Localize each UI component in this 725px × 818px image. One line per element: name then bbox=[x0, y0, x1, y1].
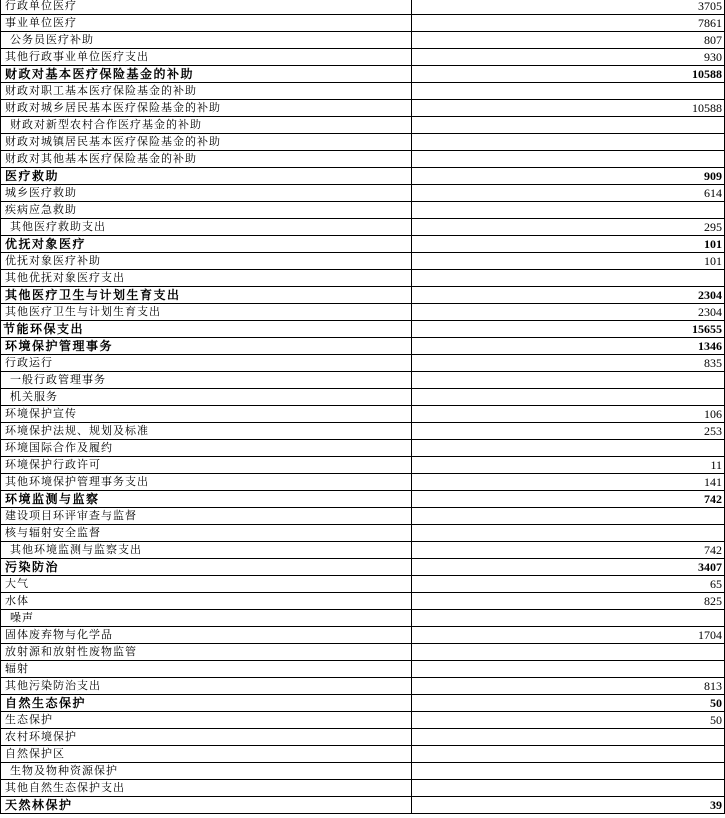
row-amount: 11 bbox=[412, 457, 725, 474]
row-amount: 3407 bbox=[412, 559, 725, 576]
row-amount: 813 bbox=[412, 678, 725, 695]
row-label: 生态保护 bbox=[1, 712, 412, 729]
table-row bbox=[1, 185, 725, 202]
table-row bbox=[1, 593, 725, 610]
row-label: 污染防治 bbox=[1, 559, 412, 576]
row-label: 其他自然生态保护支出 bbox=[1, 780, 412, 797]
table-row bbox=[1, 440, 725, 457]
row-amount bbox=[412, 151, 725, 168]
table-row bbox=[1, 168, 725, 185]
table-row bbox=[1, 372, 725, 389]
row-amount: 7861 bbox=[412, 15, 725, 32]
row-amount: 3705 bbox=[412, 0, 725, 15]
table-row bbox=[1, 559, 725, 576]
row-label: 其他行政事业单位医疗支出 bbox=[1, 49, 412, 66]
row-amount bbox=[412, 134, 725, 151]
table-row bbox=[1, 0, 725, 15]
row-amount: 101 bbox=[412, 253, 725, 270]
table-row bbox=[1, 389, 725, 406]
table-row bbox=[1, 355, 725, 372]
table-row bbox=[1, 151, 725, 168]
row-amount: 101 bbox=[412, 236, 725, 253]
table-row bbox=[1, 712, 725, 729]
row-amount bbox=[412, 729, 725, 746]
row-label: 农村环境保护 bbox=[1, 729, 412, 746]
table-row bbox=[1, 219, 725, 236]
table-row bbox=[1, 491, 725, 508]
row-label: 环境国际合作及履约 bbox=[1, 440, 412, 457]
row-amount: 141 bbox=[412, 474, 725, 491]
row-amount: 614 bbox=[412, 185, 725, 202]
row-label: 生物及物种资源保护 bbox=[1, 763, 412, 780]
row-label: 噪声 bbox=[1, 610, 412, 627]
row-amount bbox=[412, 83, 725, 100]
table-row bbox=[1, 678, 725, 695]
table-row bbox=[1, 763, 725, 780]
table-row bbox=[1, 287, 725, 304]
row-amount: 106 bbox=[412, 406, 725, 423]
row-amount: 742 bbox=[412, 542, 725, 559]
row-amount bbox=[412, 389, 725, 406]
row-label: 建设项目环评审查与监督 bbox=[1, 508, 412, 525]
table-row bbox=[1, 508, 725, 525]
row-label: 机关服务 bbox=[1, 389, 412, 406]
row-amount bbox=[412, 202, 725, 219]
row-amount: 825 bbox=[412, 593, 725, 610]
table-row bbox=[1, 32, 725, 49]
row-amount: 807 bbox=[412, 32, 725, 49]
table-row bbox=[1, 610, 725, 627]
row-label: 辐射 bbox=[1, 661, 412, 678]
row-label: 环境保护管理事务 bbox=[1, 338, 412, 355]
row-amount: 10588 bbox=[412, 100, 725, 117]
row-amount: 65 bbox=[412, 576, 725, 593]
row-amount: 50 bbox=[412, 695, 725, 712]
row-label: 大气 bbox=[1, 576, 412, 593]
row-label: 自然保护区 bbox=[1, 746, 412, 763]
row-amount bbox=[412, 763, 725, 780]
table-row bbox=[1, 100, 725, 117]
row-amount bbox=[412, 117, 725, 134]
row-label: 一般行政管理事务 bbox=[1, 372, 412, 389]
row-amount bbox=[412, 372, 725, 389]
row-amount bbox=[412, 610, 725, 627]
table-row bbox=[1, 134, 725, 151]
row-amount: 930 bbox=[412, 49, 725, 66]
row-amount bbox=[412, 508, 725, 525]
row-label: 财政对城镇居民基本医疗保险基金的补助 bbox=[1, 134, 412, 151]
row-label: 财政对城乡居民基本医疗保险基金的补助 bbox=[1, 100, 412, 117]
table-row bbox=[1, 525, 725, 542]
table-row bbox=[1, 695, 725, 712]
row-label: 放射源和放射性废物监管 bbox=[1, 644, 412, 661]
row-amount: 835 bbox=[412, 355, 725, 372]
row-label: 行政单位医疗 bbox=[1, 0, 412, 15]
table-row bbox=[1, 644, 725, 661]
row-label: 财政对职工基本医疗保险基金的补助 bbox=[1, 83, 412, 100]
row-label: 优抚对象医疗补助 bbox=[1, 253, 412, 270]
row-label: 环境监测与监察 bbox=[1, 491, 412, 508]
row-amount: 2304 bbox=[412, 287, 725, 304]
row-label: 节能环保支出 bbox=[1, 321, 412, 338]
row-amount: 1704 bbox=[412, 627, 725, 644]
row-amount bbox=[412, 746, 725, 763]
row-label: 其他医疗卫生与计划生育支出 bbox=[1, 304, 412, 321]
row-label: 其他环境保护管理事务支出 bbox=[1, 474, 412, 491]
row-label: 医疗救助 bbox=[1, 168, 412, 185]
table-row bbox=[1, 576, 725, 593]
table-row bbox=[1, 321, 725, 338]
table-row bbox=[1, 542, 725, 559]
table-row bbox=[1, 304, 725, 321]
table-row bbox=[1, 797, 725, 814]
row-label: 优抚对象医疗 bbox=[1, 236, 412, 253]
row-label: 固体废弃物与化学品 bbox=[1, 627, 412, 644]
table-row bbox=[1, 746, 725, 763]
row-label: 公务员医疗补助 bbox=[1, 32, 412, 49]
row-amount: 10588 bbox=[412, 66, 725, 83]
row-label: 其他污染防治支出 bbox=[1, 678, 412, 695]
row-amount: 742 bbox=[412, 491, 725, 508]
table-row bbox=[1, 406, 725, 423]
row-label: 财政对基本医疗保险基金的补助 bbox=[1, 66, 412, 83]
table-body bbox=[1, 0, 725, 814]
table-row bbox=[1, 423, 725, 440]
row-amount: 50 bbox=[412, 712, 725, 729]
table-row bbox=[1, 253, 725, 270]
row-label: 财政对新型农村合作医疗基金的补助 bbox=[1, 117, 412, 134]
row-label: 事业单位医疗 bbox=[1, 15, 412, 32]
table-row bbox=[1, 236, 725, 253]
row-amount bbox=[412, 270, 725, 287]
row-label: 环境保护宣传 bbox=[1, 406, 412, 423]
row-label: 行政运行 bbox=[1, 355, 412, 372]
row-label: 其他优抚对象医疗支出 bbox=[1, 270, 412, 287]
row-label: 财政对其他基本医疗保险基金的补助 bbox=[1, 151, 412, 168]
table-row bbox=[1, 729, 725, 746]
table-row bbox=[1, 202, 725, 219]
table-row bbox=[1, 270, 725, 287]
table-row bbox=[1, 15, 725, 32]
row-amount bbox=[412, 780, 725, 797]
row-amount bbox=[412, 440, 725, 457]
row-label: 疾病应急救助 bbox=[1, 202, 412, 219]
row-label: 核与辐射安全监督 bbox=[1, 525, 412, 542]
row-amount: 15655 bbox=[412, 321, 725, 338]
table-row bbox=[1, 117, 725, 134]
row-amount bbox=[412, 644, 725, 661]
table-row bbox=[1, 780, 725, 797]
row-label: 环境保护法规、规划及标准 bbox=[1, 423, 412, 440]
row-amount: 1346 bbox=[412, 338, 725, 355]
row-amount: 2304 bbox=[412, 304, 725, 321]
row-amount: 253 bbox=[412, 423, 725, 440]
row-amount: 295 bbox=[412, 219, 725, 236]
row-amount: 39 bbox=[412, 797, 725, 814]
table-row bbox=[1, 66, 725, 83]
table-row bbox=[1, 661, 725, 678]
table-row bbox=[1, 474, 725, 491]
row-amount: 909 bbox=[412, 168, 725, 185]
row-label: 其他医疗卫生与计划生育支出 bbox=[1, 287, 412, 304]
row-label: 水体 bbox=[1, 593, 412, 610]
row-label: 其他环境监测与监察支出 bbox=[1, 542, 412, 559]
row-label: 环境保护行政许可 bbox=[1, 457, 412, 474]
table-row bbox=[1, 83, 725, 100]
row-amount bbox=[412, 525, 725, 542]
row-amount bbox=[412, 661, 725, 678]
table-row bbox=[1, 49, 725, 66]
row-label: 天然林保护 bbox=[1, 797, 412, 814]
table-row bbox=[1, 457, 725, 474]
table-row bbox=[1, 338, 725, 355]
row-label: 城乡医疗救助 bbox=[1, 185, 412, 202]
table-row bbox=[1, 627, 725, 644]
row-label: 其他医疗救助支出 bbox=[1, 219, 412, 236]
row-label: 自然生态保护 bbox=[1, 695, 412, 712]
